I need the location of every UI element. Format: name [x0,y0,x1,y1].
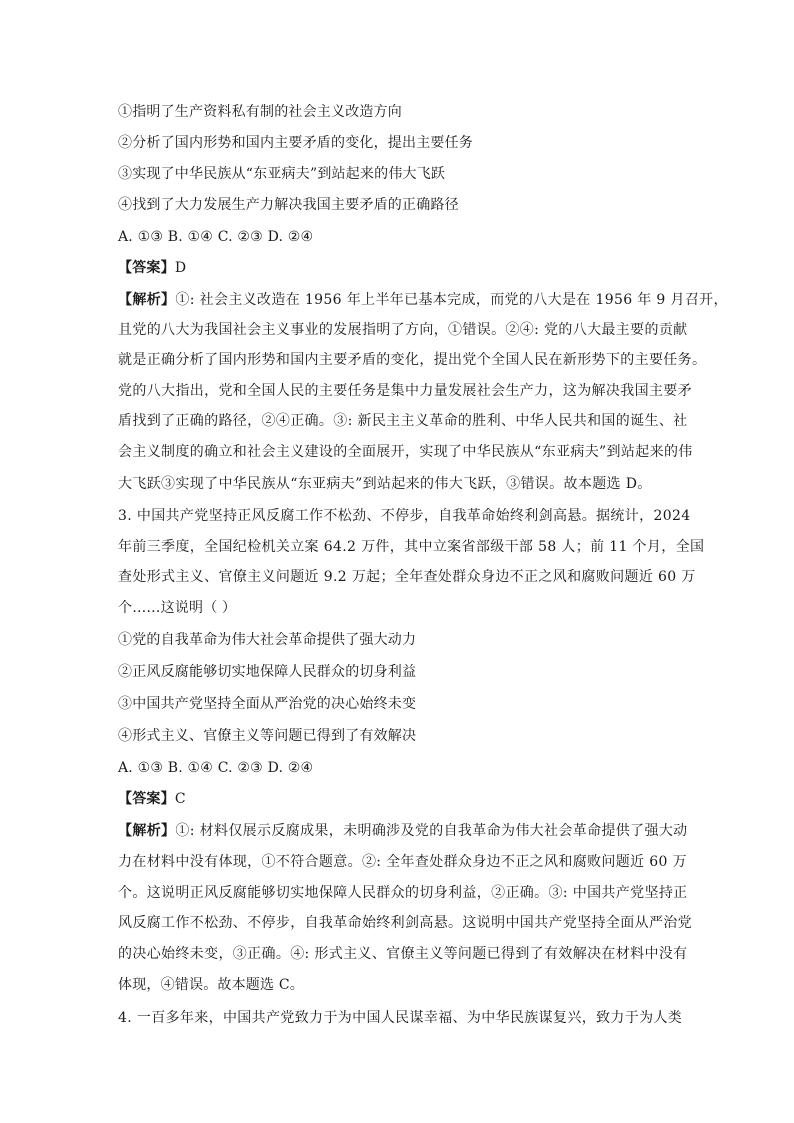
q2-option-3: ③实现了中华民族从“东亚病夫”到站起来的伟大飞跃 [118,166,446,182]
analysis-tag: 【解析】 [118,292,176,308]
q3-stem-line-3: 查处形式主义、官僚主义问题近 9.2 万起；全年查处群众身边不正之风和腐败问题近 60 万 [118,569,696,585]
analysis-text: ①: 材料仅展示反腐成果，未明确涉及党的自我革命为伟大社会革命提供了强大动 [175,823,688,839]
answer-tag: 【答案】 [118,791,175,807]
q3-stem-line-4: 个……这说明（ ） [118,600,237,616]
answer-value: D [174,260,187,276]
q2-analysis-line-3: 就是正确分析了国内形势和国内主要矛盾的变化，提出党个全国人民在新形势下的主要任务。 [118,352,707,368]
q3-option-2: ②正风反腐能够切实地保障人民群众的切身利益 [118,664,417,680]
q2-option-2: ②分析了国内形势和国内主要矛盾的变化，提出主要任务 [118,135,473,151]
q2-analysis-line-7: 大飞跃③实现了中华民族从“东亚病夫”到站起来的伟大飞跃，③错误。故本题选 D。 [118,476,652,492]
q3-option-3: ③中国共产党坚持全面从严治党的决心始终未变 [118,696,417,712]
q2-analysis-line-6: 会主义制度的确立和社会主义建设的全面展开，实现了中华民族从“东亚病夫”到站起来的伟 [118,444,693,460]
q2-analysis-line-5: 盾找到了正确的路径，②④正确。③: 新民主主义革命的胜利、中华人民共和国的诞生、社 [118,413,688,429]
q2-analysis-line-1 [118,290,728,310]
q2-answer [118,258,186,278]
analysis-text: ①: 社会主义改造在 1956 年上半年已基本完成，而党的八大是在 1956 年 9 月召开， [175,292,728,308]
q3-analysis-line-3: 个。这说明正风反腐能够切实地保障人民群众的切身利益，②正确。③: 中国共产党坚持正 [118,885,688,901]
q3-answer [118,789,186,809]
q3-analysis-line-5: 的决心始终未变，③正确。④: 形式主义、官僚主义等问题已得到了有效解决在材料中没有 [118,946,688,962]
answer-value: C [174,791,186,807]
q3-analysis-line-1 [118,821,688,841]
q3-analysis-line-6: 体现，④错误。故本题选 C。 [118,977,304,993]
q2-analysis-line-2: 且党的八大为我国社会主义事业的发展指明了方向，①错误。②④: 党的八大最主要的贡献 [118,322,688,338]
q3-analysis-line-2: 力在材料中没有体现，①不符合题意。②: 全年查处群众身边不正之风和腐败问题近 60 万 [118,854,687,870]
q3-choices: A. ①③ B. ①④ C. ②③ D. ②④ [118,760,314,776]
q3-stem-line-2: 年前三季度，全国纪检机关立案 64.2 万件，其中立案省部级干部 58 人；前 11 个月，全国 [118,539,705,555]
q2-analysis-line-4: 党的八大指出，党和全国人民的主要任务是集中力量发展社会生产力，这为解决我国主要矛 [118,383,692,399]
q2-option-4: ④找到了大力发展生产力解决我国主要矛盾的正确路径 [118,197,459,213]
q2-choices: A. ①③ B. ①④ C. ②③ D. ②④ [118,229,314,245]
answer-tag: 【答案】 [118,260,175,276]
q2-option-1: ①指明了生产资料私有制的社会主义改造方向 [118,104,402,120]
q3-option-4: ④形式主义、官僚主义等问题已得到了有效解决 [118,728,417,744]
q3-option-1: ①党的自我革命为伟大社会革命提供了强大动力 [118,632,417,648]
q3-stem-line-1: 3. 中国共产党坚持正风反腐工作不松劲、不停步，自我革命始终利剑高悬。据统计，2024 [118,508,691,524]
analysis-tag: 【解析】 [118,823,176,839]
q3-analysis-line-4: 风反腐工作不松劲、不停步，自我革命始终利剑高悬。这说明中国共产党坚持全面从严治党 [118,915,692,931]
q4-stem-line-1: 4. 一百多年来，中国共产党致力于为中国人民谋幸福、为中华民族谋复兴，致力于为人类 [118,1010,683,1026]
